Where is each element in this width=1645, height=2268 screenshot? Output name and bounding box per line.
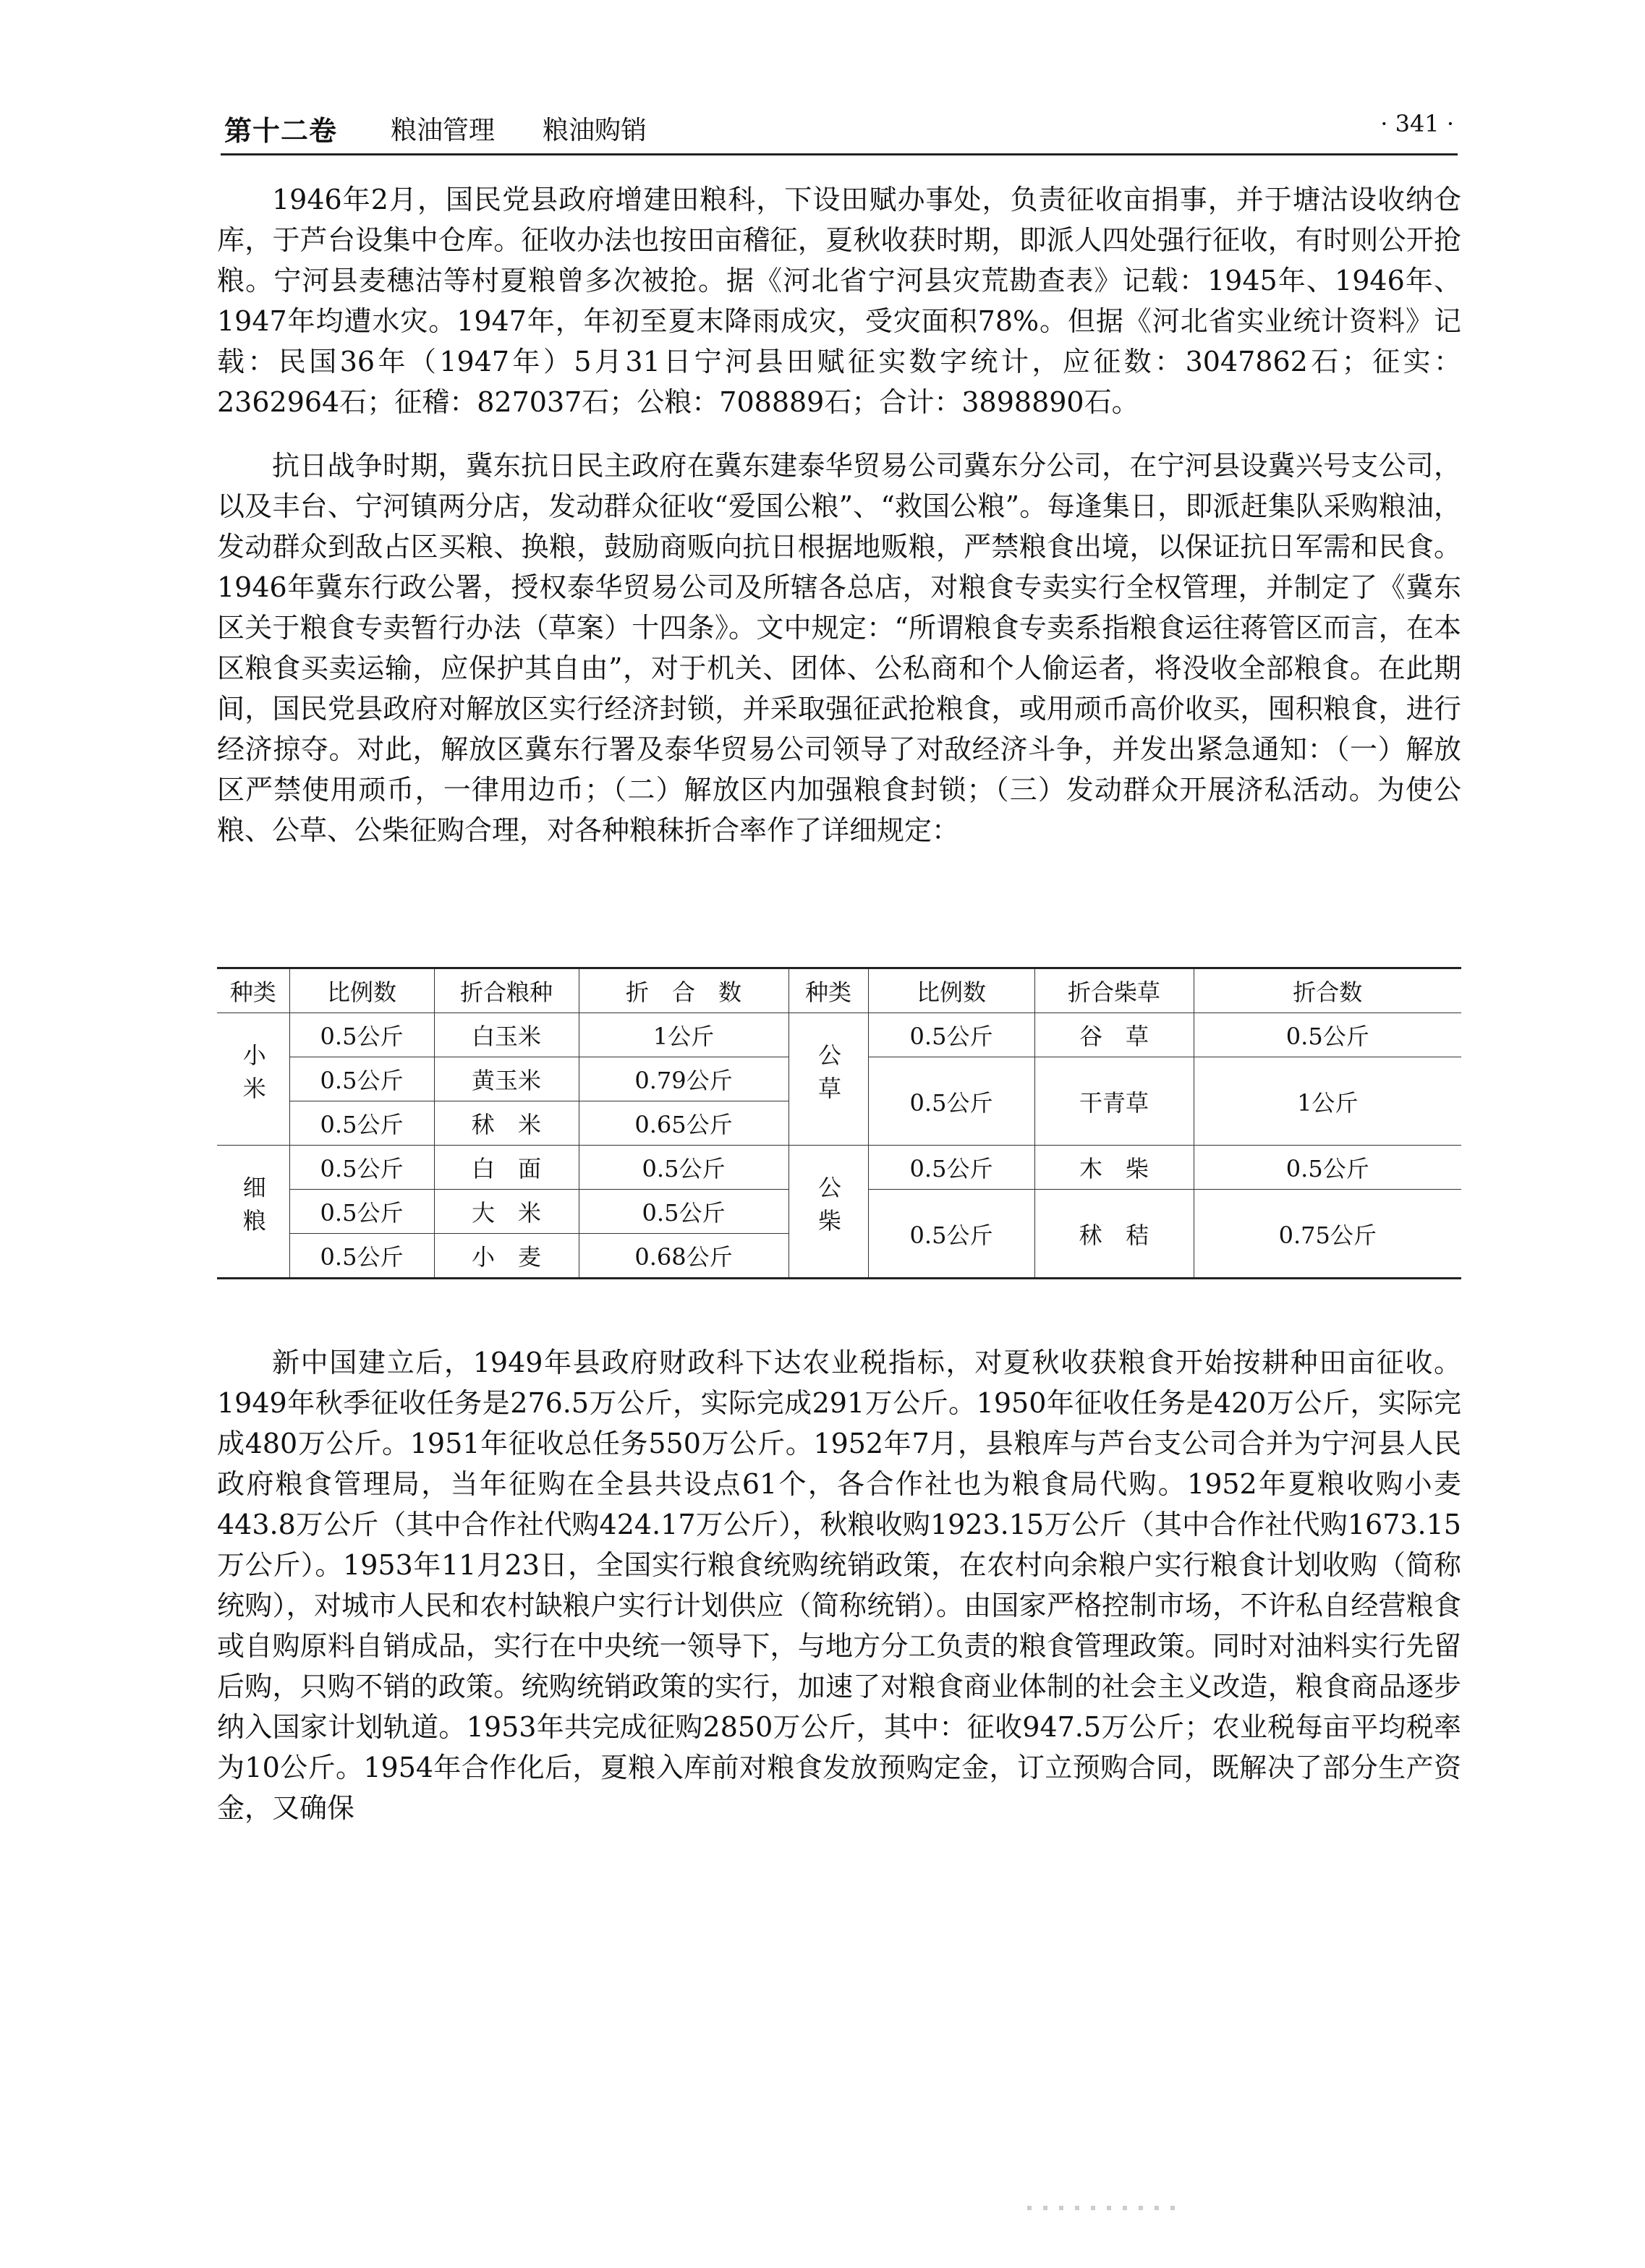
category-cell: 公柴: [789, 1146, 868, 1279]
header-cell: 种类: [789, 968, 868, 1013]
table-row: [217, 1146, 1461, 1190]
fodder-cell: 干青草: [1034, 1057, 1194, 1146]
value-cell: 0.75公斤: [1194, 1190, 1461, 1279]
running-header: [224, 108, 1454, 152]
value-cell: 0.79公斤: [579, 1057, 789, 1101]
value-cell: 0.65公斤: [579, 1101, 789, 1146]
value-cell: 1公斤: [1194, 1057, 1461, 1146]
ratio-cell: 0.5公斤: [868, 1190, 1034, 1279]
grain-cell: 大 米: [434, 1190, 579, 1234]
header-cell: 比例数: [289, 968, 434, 1013]
grain-cell: 小 麦: [434, 1234, 579, 1279]
paragraph-new-china: 新中国建立后，1949年县政府财政科下达农业税指标，对夏秋收获粮食开始按耕种田亩征收。1949年秋季征收任务是276.5万公斤，实际完成291万公斤。1950年征收任务是420万公斤，实际完成480万公斤。1951年征收总任务550万公斤。1952年7月，县粮库与芦台支公司合并为宁河县人民政府粮食管理局，当年征购在全县共设点61个，各合作社也为粮食局代购。1952年夏粮收购小麦443.8万公斤（其中合作社代购424.17万公斤），秋粮收购1923.15万公斤（其中合作社代购1673.15万公斤）。1953年11月23日，全国实行粮食统购统销政策，在农村向余粮户实行粮食计划收购（简称统购），对城市人民和农村缺粮户实行计划供应（简称统销）。由国家严格控制市场，不许私自经营粮食或自购原料自销成品，实行在中央统一领导下，与地方分工负责的粮食管理政策。同时对油料实行先留后购，只购不销的政策。统购统销政策的实行，加速了对粮食商业体制的社会主义改造，粮食商品逐步纳入国家计划轨道。1953年共完成征购2850万公斤，其中：征收947.5万公斤；农业税每亩平均税率为10公斤。1954年合作化后，夏粮入库前对粮食发放预购定金，订立预购合同，既解决了部分生产资金，又确保: [217, 1347, 1461, 1824]
ratio-cell: 0.5公斤: [868, 1146, 1034, 1190]
page-number: · 341 ·: [1380, 110, 1454, 137]
category-cell: 公草: [789, 1013, 868, 1146]
value-cell: 0.5公斤: [1194, 1013, 1461, 1057]
paragraph-1946-levy: 1946年2月，国民党县政府增建田粮科，下设田赋办事处，负责征收亩捐事，并于塘沽设收纳仓库，于芦台设集中仓库。征收办法也按田亩稽征，夏秋收获时期，即派人四处强行征收，有时则公开抢粮。宁河县麦穗沽等村夏粮曾多次被抢。据《河北省宁河县灾荒勘查表》记载：1945年、1946年、1947年均遭水灾。1947年，年初至夏末降雨成灾，受灾面积78%。但据《河北省实业统计资料》记载：民国36年（1947年）5月31日宁河县田赋征实数字统计，应征数：3047862石；征实：2362964石；征稽：827037石；公粮：708889石；合计：3898890石。: [217, 184, 1461, 418]
ratio-cell: 0.5公斤: [868, 1013, 1034, 1057]
grain-cell: 白玉米: [434, 1013, 579, 1057]
value-cell: 0.5公斤: [1194, 1146, 1461, 1190]
value-cell: 1公斤: [579, 1013, 789, 1057]
value-cell: 0.68公斤: [579, 1234, 789, 1279]
fodder-cell: 秫 秸: [1034, 1190, 1194, 1279]
fodder-cell: 木 柴: [1034, 1146, 1194, 1190]
ratio-cell: 0.5公斤: [289, 1146, 434, 1190]
ratio-cell: 0.5公斤: [289, 1057, 434, 1101]
paragraph-anti-japanese-war: 抗日战争时期，冀东抗日民主政府在冀东建泰华贸易公司冀东分公司，在宁河县设冀兴号支公司，以及丰台、宁河镇两分店，发动群众征收“爱国公粮”、“救国公粮”。每逢集日，即派赶集队采购粮油，发动群众到敌占区买粮、换粮，鼓励商贩向抗日根据地贩粮，严禁粮食出境，以保证抗日军需和民食。1946年冀东行政公署，授权泰华贸易公司及所辖各总店，对粮食专卖实行全权管理，并制定了《冀东区关于粮食专卖暂行办法（草案）十四条》。文中规定：“所谓粮食专卖系指粮食运往蒋管区而言，在本区粮食买卖运输，应保护其自由”，对于机关、团体、公私商和个人偷运者，将没收全部粮食。在此期间，国民党县政府对解放区实行经济封锁，并采取强征武抢粮食，或用顽币高价收买，囤积粮食，进行经济掠夺。对此，解放区冀东行署及泰华贸易公司领导了对敌经济斗争，并发出紧急通知：（一）解放区严禁使用顽币，一律用边币；（二）解放区内加强粮食封锁；（三）发动群众开展济私活动。为使公粮、公草、公柴征购合理，对各种粮秣折合率作了详细规定：: [217, 450, 1461, 846]
fodder-cell: 谷 草: [1034, 1013, 1194, 1057]
header-cell: 折合粮种: [434, 968, 579, 1013]
conversion-rate-table: [217, 967, 1461, 1279]
category-cell: 小米: [217, 1013, 289, 1146]
grain-cell: 黄玉米: [434, 1057, 579, 1101]
grain-cell: 白 面: [434, 1146, 579, 1190]
table-row: [217, 1013, 1461, 1057]
volume-title: 第十二卷: [224, 115, 338, 147]
ratio-cell: 0.5公斤: [289, 1190, 434, 1234]
section-title-secondary: 粮油购销: [543, 116, 647, 145]
scan-artifact: [1027, 2206, 1186, 2210]
value-cell: 0.5公斤: [579, 1146, 789, 1190]
header-cell: 种类: [217, 968, 289, 1013]
ratio-cell: 0.5公斤: [289, 1234, 434, 1279]
header-cell: 折 合 数: [579, 968, 789, 1013]
header-cell: 比例数: [868, 968, 1034, 1013]
value-cell: 0.5公斤: [579, 1190, 789, 1234]
section-title-primary: 粮油管理: [391, 116, 496, 145]
grain-cell: 秫 米: [434, 1101, 579, 1146]
ratio-cell: 0.5公斤: [289, 1101, 434, 1146]
ratio-cell: 0.5公斤: [868, 1057, 1034, 1146]
header-rule: [221, 153, 1458, 155]
header-cell: 折合柴草: [1034, 968, 1194, 1013]
category-cell: 细粮: [217, 1146, 289, 1279]
table-header-row: [217, 968, 1461, 1013]
ratio-cell: 0.5公斤: [289, 1013, 434, 1057]
header-cell: 折合数: [1194, 968, 1461, 1013]
